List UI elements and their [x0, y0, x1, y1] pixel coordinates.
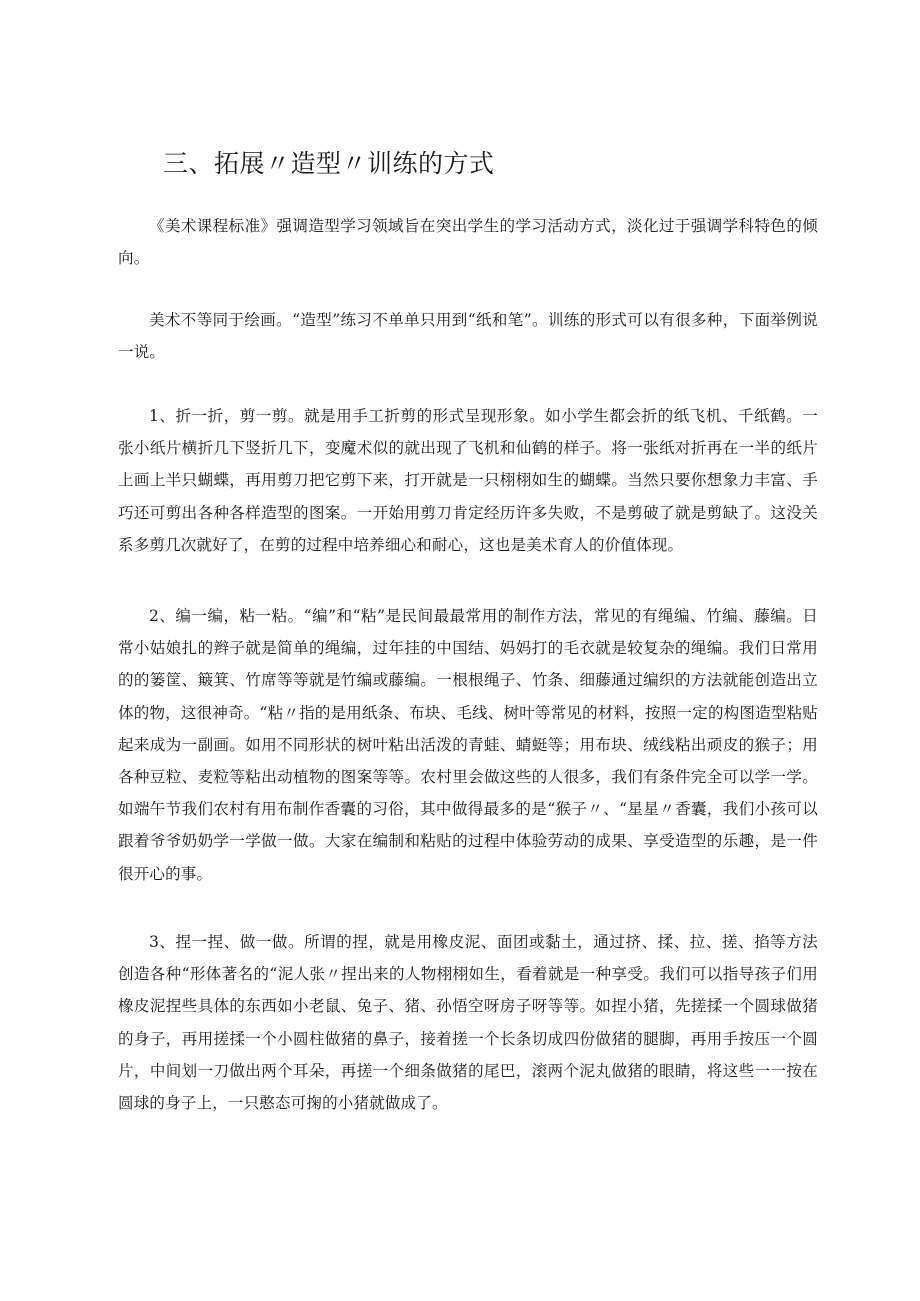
paragraph-mold-make: 3、捏一捏、做一做。所谓的捏，就是用橡皮泥、面团或黏土，通过挤、揉、拉、搓、掐等方法创造各种“形体著名的“泥人张〃捏出来的人物栩栩如生，看着就是一种享受。我们可以指导孩子们用橡皮泥捏些具体的东西如小老鼠、兔子、猪、孙悟空呀房子呀等等。如捏小猪，先搓揉一个圆球做猪的身子，再用搓揉一个小圆柱做猪的鼻子，接着搓一个长条切成四份做猪的腿脚，再用手按压一个圆片，中间划一刀做出两个耳朵，再搓一个细条做猪的尾巴，滚两个泥丸做猪的眼睛，将这些一一按在圆球的身子上，一只憨态可掬的小猪就做成了。 — [118, 933, 818, 1113]
section-heading: 三、拓展〃造型〃训练的方式 — [163, 149, 495, 178]
paragraph-fold-cut: 1、折一折，剪一剪。就是用手工折剪的形式呈现形象。如小学生都会折的纸飞机、千纸鹤。一张小纸片横折几下竖折几下，变魔术似的就出现了飞机和仙鹤的样子。将一张纸对折再在一半的纸片上画上半只蝴蝶，再用剪刀把它剪下来，打开就是一只栩栩如生的蝴蝶。当然只要你想象力丰富、手巧还可剪出各种各样造型的图案。一开始用剪刀肯定经历许多失败，不是剪破了就是剪缺了。这没关系多剪几次就好了，在剪的过程中培养细心和耐心，这也是美术育人的价值体现。 — [118, 407, 818, 554]
paragraph-weave-paste: 2、编一编，粘一粘。“编”和“粘”是民间最最常用的制作方法，常见的有绳编、竹编、藤编。日常小姑娘扎的辫子就是简单的绳编，过年挂的中国结、妈妈打的毛衣就是较复杂的绳编。我们日常用的的篓筐、簸箕、竹席等等就是竹编或藤编。一根根绳子、竹条、细藤通过编织的方法就能创造出立体的物，这很神奇。“粘〃指的是用纸条、布块、毛线、树叶等常见的材料，按照一定的构图造型粘贴起来成为一副画。如用不同形状的树叶粘出活泼的青蛙、蜻蜓等；用布块、绒线粘出顽皮的猴子；用各种豆粒、麦粒等粘出动植物的图案等等。农村里会做这些的人很多，我们有条件完全可以学一学。如端午节我们农村有用布制作香囊的习俗，其中做得最多的是“猴子〃、“星星〃香囊，我们小孩可以跟着爷爷奶奶学一学做一做。大家在编制和粘贴的过程中体验劳动的成果、享受造型的乐趣，是一件很开心的事。 — [118, 607, 818, 883]
paragraph-intro: 《美术课程标准》强调造型学习领域旨在突出学生的学习活动方式，淡化过于强调学科特色的倾向。 — [118, 217, 818, 268]
paragraph-forms: 美术不等同于绘画。“造型”练习不单单只用到“纸和笔”。训练的形式可以有很多种，下面举例说一说。 — [118, 311, 818, 362]
